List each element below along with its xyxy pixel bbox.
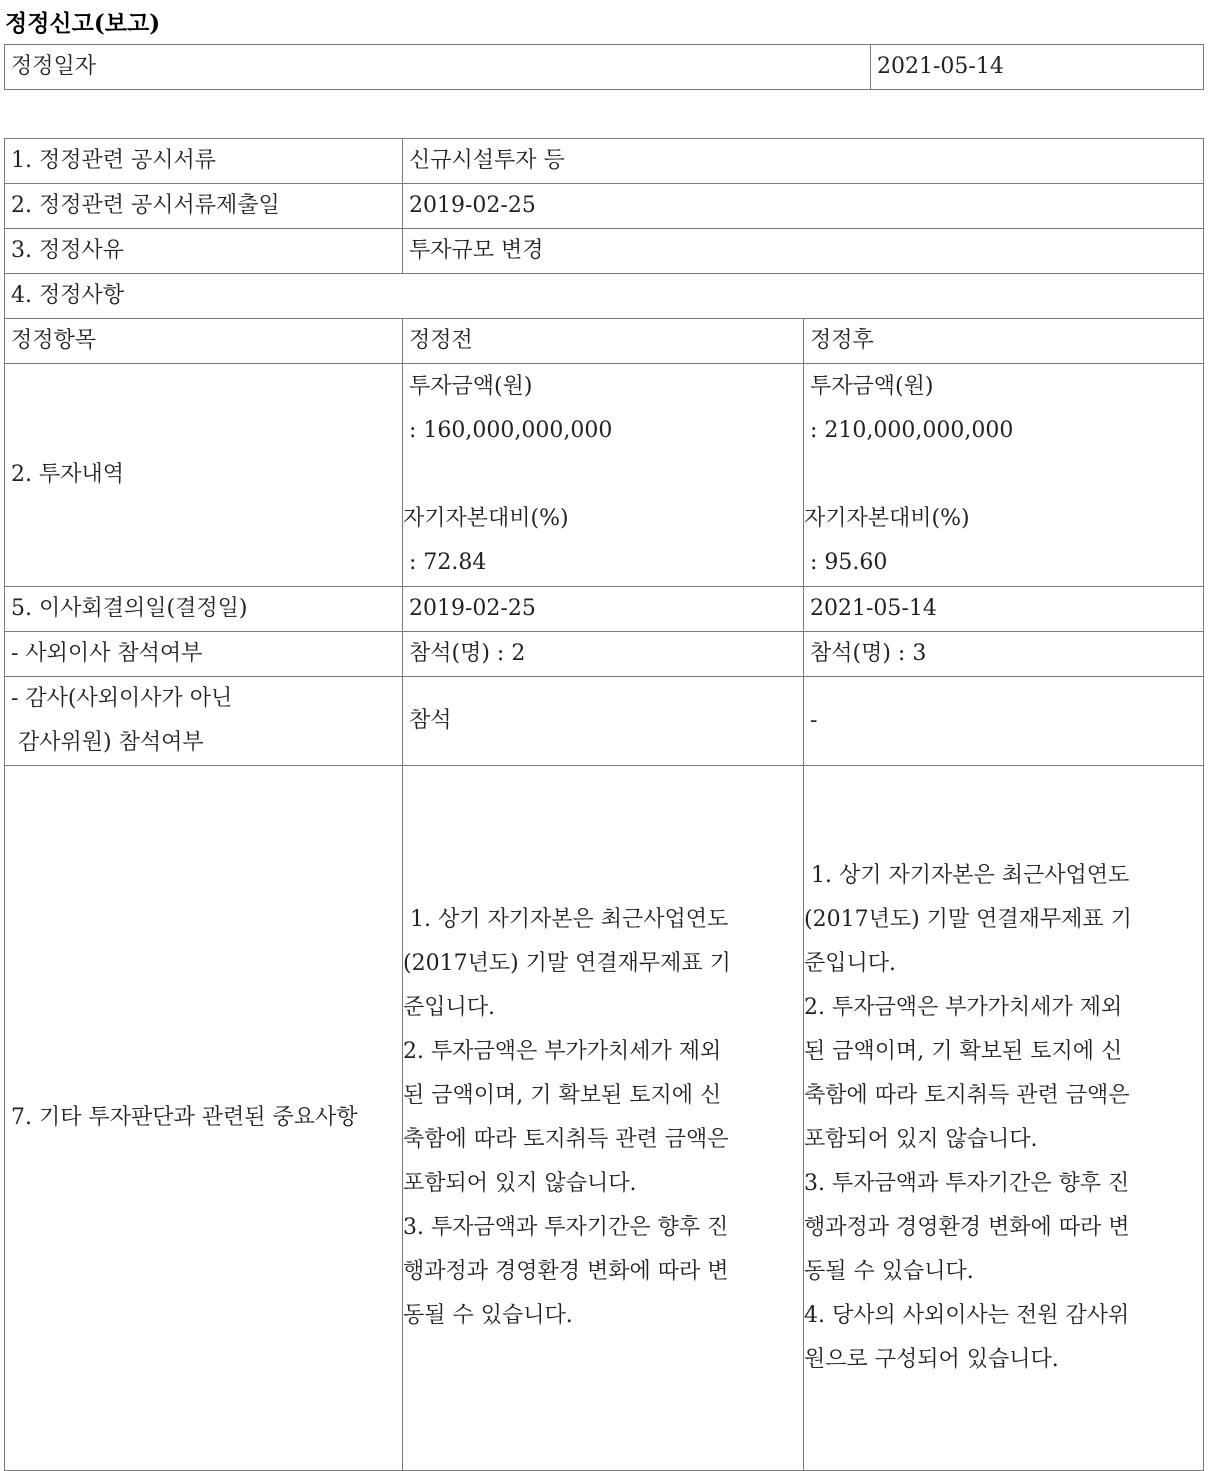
column-header-item: 정정항목 xyxy=(5,319,403,364)
outside-directors-row xyxy=(5,632,1204,677)
note-line: 1. 상기 자기자본은 최근사업연도 xyxy=(804,863,1130,888)
investment-before xyxy=(403,364,804,587)
correction-date-label: 정정일자 xyxy=(5,45,871,90)
equity-ratio-label: 자기자본대비(%) xyxy=(403,506,569,531)
note-line: 3. 투자금액과 투자기간은 향후 진 xyxy=(403,1215,729,1240)
other-matters-row xyxy=(5,766,1204,1471)
investment-amount-label: 투자금액(원) xyxy=(810,374,934,399)
note-line: 행과정과 경영환경 변화에 따라 변 xyxy=(403,1259,729,1284)
note-line: 동될 수 있습니다. xyxy=(804,1259,974,1284)
note-line: (2017년도) 기말 연결재무제표 기 xyxy=(804,907,1132,932)
investment-amount-value: : 210,000,000,000 xyxy=(810,418,1014,443)
related-document-value: 신규시설투자 등 xyxy=(403,139,1204,184)
correction-date-value: 2021-05-14 xyxy=(871,45,1204,90)
other-matters-after xyxy=(804,766,1204,1471)
submission-date-label: 2. 정정관련 공시서류제출일 xyxy=(5,184,403,229)
auditor-label-line2: 감사위원) 참석여부 xyxy=(11,730,204,755)
equity-ratio-value: : 95.60 xyxy=(810,550,888,575)
note-line: 포함되어 있지 않습니다. xyxy=(403,1171,637,1196)
correction-items-heading: 4. 정정사항 xyxy=(5,274,1204,319)
note-line: 포함되어 있지 않습니다. xyxy=(804,1127,1038,1152)
outside-directors-before: 참석(명) : 2 xyxy=(403,632,804,677)
note-line: 2. 투자금액은 부가가치세가 제외 xyxy=(804,995,1123,1020)
board-resolution-row xyxy=(5,587,1204,632)
auditor-row xyxy=(5,677,1204,766)
related-document-label: 1. 정정관련 공시서류 xyxy=(5,139,403,184)
board-resolution-label: 5. 이사회결의일(결정일) xyxy=(5,587,403,632)
auditor-label-line1: - 감사(사외이사가 아닌 xyxy=(11,686,233,711)
note-line: 행과정과 경영환경 변화에 따라 변 xyxy=(804,1215,1130,1240)
investment-row xyxy=(5,364,1204,587)
column-header-before: 정정전 xyxy=(403,319,804,364)
outside-directors-after: 참석(명) : 3 xyxy=(804,632,1204,677)
correction-date-table xyxy=(4,44,1204,90)
note-line: 준입니다. xyxy=(403,995,496,1020)
table-row xyxy=(5,274,1204,319)
correction-reason-label: 3. 정정사유 xyxy=(5,229,403,274)
correction-reason-value: 투자규모 변경 xyxy=(403,229,1204,274)
table-row xyxy=(5,139,1204,184)
investment-after xyxy=(804,364,1204,587)
equity-ratio-label: 자기자본대비(%) xyxy=(804,506,970,531)
table-row xyxy=(5,184,1204,229)
auditor-label xyxy=(5,677,403,766)
investment-label: 2. 투자내역 xyxy=(5,364,403,587)
investment-amount-label: 투자금액(원) xyxy=(409,374,533,399)
note-line: 된 금액이며, 기 확보된 토지에 신 xyxy=(804,1039,1123,1064)
blank-line xyxy=(804,453,1203,497)
blank-line xyxy=(403,453,803,497)
note-line: 동될 수 있습니다. xyxy=(403,1303,573,1328)
investment-amount-value: : 160,000,000,000 xyxy=(409,418,613,443)
equity-ratio-value: : 72.84 xyxy=(409,550,487,575)
outside-directors-label: - 사외이사 참석여부 xyxy=(5,632,403,677)
note-line: 3. 투자금액과 투자기간은 향후 진 xyxy=(804,1171,1130,1196)
note-line: 축함에 따라 토지취득 관련 금액은 xyxy=(804,1083,1130,1108)
note-line: (2017년도) 기말 연결재무제표 기 xyxy=(403,951,731,976)
submission-date-value: 2019-02-25 xyxy=(403,184,1204,229)
note-line: 축함에 따라 토지취득 관련 금액은 xyxy=(403,1127,729,1152)
other-matters-before xyxy=(403,766,804,1471)
note-line: 4. 당사의 사외이사는 전원 감사위 xyxy=(804,1303,1130,1328)
correction-detail-table xyxy=(4,138,1204,1471)
note-line: 준입니다. xyxy=(804,951,897,976)
page-title: 정정신고(보고) xyxy=(5,10,161,37)
board-resolution-before: 2019-02-25 xyxy=(403,587,804,632)
other-matters-label: 7. 기타 투자판단과 관련된 중요사항 xyxy=(5,766,403,1471)
correction-date-row xyxy=(5,45,1204,90)
board-resolution-after: 2021-05-14 xyxy=(804,587,1204,632)
note-line: 1. 상기 자기자본은 최근사업연도 xyxy=(403,907,729,932)
note-line: 2. 투자금액은 부가가치세가 제외 xyxy=(403,1039,722,1064)
note-line: 된 금액이며, 기 확보된 토지에 신 xyxy=(403,1083,722,1108)
auditor-before: 참석 xyxy=(403,677,804,766)
auditor-after: - xyxy=(804,677,1204,766)
table-row xyxy=(5,229,1204,274)
column-header-after: 정정후 xyxy=(804,319,1204,364)
note-line: 원으로 구성되어 있습니다. xyxy=(804,1347,1059,1372)
column-header-row xyxy=(5,319,1204,364)
